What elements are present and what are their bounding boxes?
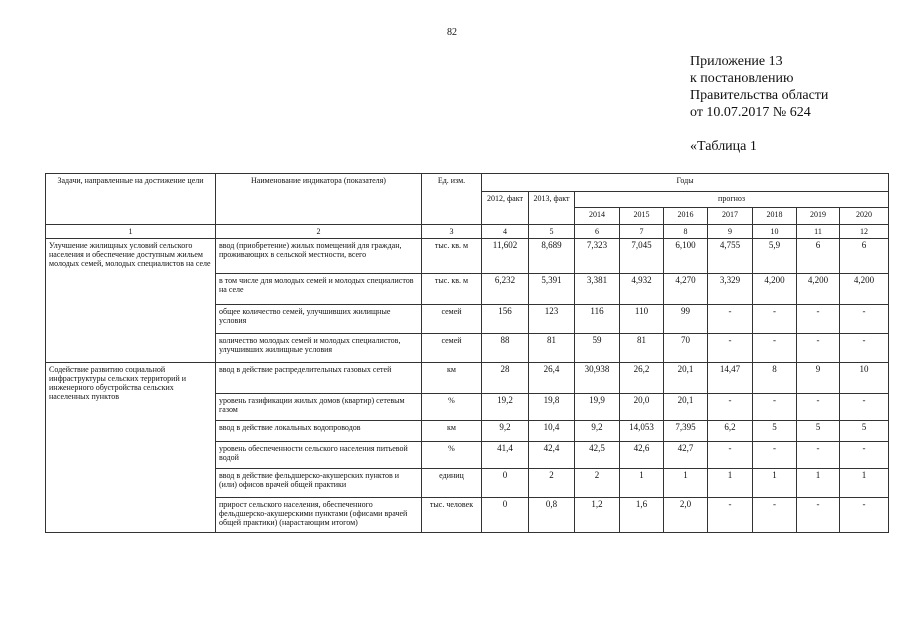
- value-cell: 116: [575, 305, 620, 334]
- value-cell: 7,045: [620, 239, 664, 274]
- value-cell: 42,4: [529, 442, 575, 469]
- header-years: Годы: [482, 174, 889, 192]
- column-number: 9: [708, 225, 753, 239]
- header-year: 2016: [664, 208, 708, 225]
- value-cell: 8: [753, 363, 797, 394]
- indicator-cell: ввод в действие распределительных газовых сетей: [216, 363, 422, 394]
- value-cell: -: [753, 498, 797, 533]
- value-cell: 6: [797, 239, 840, 274]
- value-cell: 14,053: [620, 421, 664, 442]
- value-cell: 5: [797, 421, 840, 442]
- unit-cell: семей: [422, 305, 482, 334]
- value-cell: 4,932: [620, 274, 664, 305]
- value-cell: 6,2: [708, 421, 753, 442]
- value-cell: -: [753, 442, 797, 469]
- unit-cell: семей: [422, 334, 482, 363]
- column-number-row: [46, 225, 889, 239]
- value-cell: 7,395: [664, 421, 708, 442]
- value-cell: 26,4: [529, 363, 575, 394]
- value-cell: 156: [482, 305, 529, 334]
- value-cell: 70: [664, 334, 708, 363]
- column-number: 10: [753, 225, 797, 239]
- value-cell: 5: [840, 421, 889, 442]
- value-cell: 1,6: [620, 498, 664, 533]
- value-cell: 19,8: [529, 394, 575, 421]
- header-unit: Ед. изм.: [422, 174, 482, 225]
- value-cell: -: [840, 334, 889, 363]
- column-number: 11: [797, 225, 840, 239]
- unit-cell: км: [422, 363, 482, 394]
- value-cell: 1: [620, 469, 664, 498]
- value-cell: 41,4: [482, 442, 529, 469]
- value-cell: 8,689: [529, 239, 575, 274]
- value-cell: 1: [664, 469, 708, 498]
- value-cell: 9,2: [482, 421, 529, 442]
- value-cell: -: [840, 498, 889, 533]
- value-cell: 5,391: [529, 274, 575, 305]
- value-cell: -: [708, 334, 753, 363]
- value-cell: 4,200: [753, 274, 797, 305]
- value-cell: 10: [840, 363, 889, 394]
- value-cell: -: [708, 498, 753, 533]
- column-number: 6: [575, 225, 620, 239]
- header-year-2012: 2012, факт: [482, 192, 529, 225]
- value-cell: 28: [482, 363, 529, 394]
- value-cell: 1: [708, 469, 753, 498]
- value-cell: 4,755: [708, 239, 753, 274]
- indicator-cell: ввод в действие фельдшерско-акушерских пунктов и (или) офисов врачей общей практики: [216, 469, 422, 498]
- task-cell: Улучшение жилищных условий сельского населения и обеспечение доступным жильем молодых семей, молодых специалистов на селе: [46, 239, 216, 363]
- unit-cell: тыс. кв. м: [422, 274, 482, 305]
- value-cell: 99: [664, 305, 708, 334]
- value-cell: 0: [482, 498, 529, 533]
- indicator-cell: ввод в действие локальных водопроводов: [216, 421, 422, 442]
- header-year: 2020: [840, 208, 889, 225]
- column-number: 12: [840, 225, 889, 239]
- unit-cell: единиц: [422, 469, 482, 498]
- column-number: 2: [216, 225, 422, 239]
- value-cell: 6: [840, 239, 889, 274]
- header-year: 2017: [708, 208, 753, 225]
- value-cell: 11,602: [482, 239, 529, 274]
- indicator-cell: уровень обеспеченности сельского населения питьевой водой: [216, 442, 422, 469]
- indicators-table: [45, 173, 889, 533]
- value-cell: 5,9: [753, 239, 797, 274]
- value-cell: 4,200: [840, 274, 889, 305]
- header-task: Задачи, направленные на достижение цели: [46, 174, 216, 225]
- value-cell: -: [797, 394, 840, 421]
- value-cell: 88: [482, 334, 529, 363]
- indicator-cell: ввод (приобретение) жилых помещений для граждан, проживающих в сельской местности, всего: [216, 239, 422, 274]
- value-cell: 0,8: [529, 498, 575, 533]
- column-number: 5: [529, 225, 575, 239]
- table-row: [46, 239, 889, 274]
- header-year: 2019: [797, 208, 840, 225]
- value-cell: 6,232: [482, 274, 529, 305]
- header-year: 2015: [620, 208, 664, 225]
- value-cell: -: [708, 305, 753, 334]
- value-cell: 1,2: [575, 498, 620, 533]
- value-cell: 19,9: [575, 394, 620, 421]
- value-cell: 30,938: [575, 363, 620, 394]
- value-cell: 81: [529, 334, 575, 363]
- value-cell: -: [753, 394, 797, 421]
- value-cell: -: [753, 305, 797, 334]
- header-year-2013: 2013, факт: [529, 192, 575, 225]
- column-number: 3: [422, 225, 482, 239]
- value-cell: -: [840, 394, 889, 421]
- value-cell: 26,2: [620, 363, 664, 394]
- value-cell: -: [708, 442, 753, 469]
- value-cell: 4,270: [664, 274, 708, 305]
- unit-cell: тыс. кв. м: [422, 239, 482, 274]
- column-number: 8: [664, 225, 708, 239]
- value-cell: -: [797, 498, 840, 533]
- indicator-cell: уровень газификации жилых домов (квартир) сетевым газом: [216, 394, 422, 421]
- value-cell: 3,381: [575, 274, 620, 305]
- value-cell: -: [840, 305, 889, 334]
- header-prognoz: прогноз: [575, 192, 889, 208]
- column-number: 1: [46, 225, 216, 239]
- value-cell: 2,0: [664, 498, 708, 533]
- value-cell: 9: [797, 363, 840, 394]
- value-cell: 6,100: [664, 239, 708, 274]
- unit-cell: %: [422, 394, 482, 421]
- value-cell: 9,2: [575, 421, 620, 442]
- value-cell: 123: [529, 305, 575, 334]
- header-year: 2014: [575, 208, 620, 225]
- value-cell: -: [840, 442, 889, 469]
- annex-line: Приложение 13: [690, 54, 783, 69]
- annex-line: к постановлению: [690, 71, 794, 86]
- annex-line: Правительства области: [690, 88, 829, 103]
- value-cell: 20,1: [664, 394, 708, 421]
- annex-line: от 10.07.2017 № 624: [690, 105, 811, 120]
- annex-heading: [690, 53, 828, 121]
- value-cell: -: [753, 334, 797, 363]
- value-cell: 1: [840, 469, 889, 498]
- value-cell: 10,4: [529, 421, 575, 442]
- unit-cell: тыс. человек: [422, 498, 482, 533]
- table-row: [46, 363, 889, 394]
- value-cell: 110: [620, 305, 664, 334]
- indicator-cell: в том числе для молодых семей и молодых специалистов на селе: [216, 274, 422, 305]
- unit-cell: %: [422, 442, 482, 469]
- value-cell: -: [797, 305, 840, 334]
- value-cell: 42,5: [575, 442, 620, 469]
- value-cell: 7,323: [575, 239, 620, 274]
- value-cell: 42,7: [664, 442, 708, 469]
- value-cell: 20,1: [664, 363, 708, 394]
- value-cell: 81: [620, 334, 664, 363]
- table-label: «Таблица 1: [690, 139, 757, 154]
- value-cell: -: [708, 394, 753, 421]
- header-indicator: Наименование индикатора (показателя): [216, 174, 422, 225]
- column-number: 7: [620, 225, 664, 239]
- value-cell: 3,329: [708, 274, 753, 305]
- value-cell: -: [797, 334, 840, 363]
- value-cell: 5: [753, 421, 797, 442]
- value-cell: 20,0: [620, 394, 664, 421]
- indicator-cell: прирост сельского населения, обеспеченного фельдшерско-акушерскими пунктами (офисами врачей общей практики) (нарастающим итогом): [216, 498, 422, 533]
- indicator-cell: общее количество семей, улучшивших жилищные условия: [216, 305, 422, 334]
- value-cell: 2: [529, 469, 575, 498]
- value-cell: 59: [575, 334, 620, 363]
- value-cell: -: [797, 442, 840, 469]
- unit-cell: км: [422, 421, 482, 442]
- value-cell: 4,200: [797, 274, 840, 305]
- column-number: 4: [482, 225, 529, 239]
- indicator-cell: количество молодых семей и молодых специалистов, улучшивших жилищные условия: [216, 334, 422, 363]
- page-number: 82: [447, 27, 457, 38]
- value-cell: 42,6: [620, 442, 664, 469]
- value-cell: 0: [482, 469, 529, 498]
- task-cell: Содействие развитию социальной инфраструктуры сельских территорий и инженерного обустройства сельских населенных пунктов: [46, 363, 216, 533]
- value-cell: 14,47: [708, 363, 753, 394]
- value-cell: 1: [797, 469, 840, 498]
- value-cell: 2: [575, 469, 620, 498]
- value-cell: 1: [753, 469, 797, 498]
- value-cell: 19,2: [482, 394, 529, 421]
- header-year: 2018: [753, 208, 797, 225]
